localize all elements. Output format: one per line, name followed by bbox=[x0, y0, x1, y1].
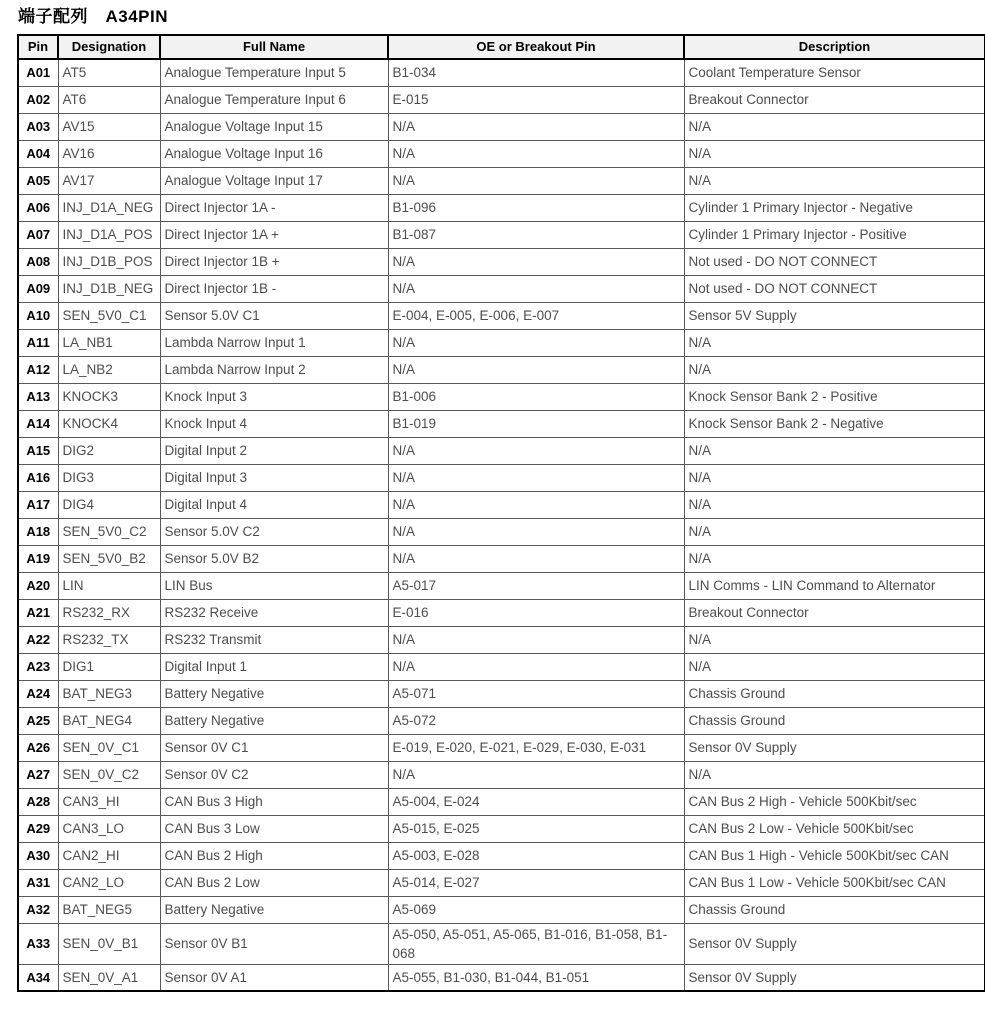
cell-oe-breakout: E-016 bbox=[388, 599, 684, 626]
table-row bbox=[18, 275, 985, 302]
cell-designation: BAT_NEG5 bbox=[58, 896, 160, 923]
cell-full-name: Digital Input 3 bbox=[160, 464, 388, 491]
cell-pin: A23 bbox=[18, 653, 58, 680]
cell-full-name: CAN Bus 2 Low bbox=[160, 869, 388, 896]
cell-pin: A15 bbox=[18, 437, 58, 464]
cell-designation: DIG2 bbox=[58, 437, 160, 464]
table-row bbox=[18, 410, 985, 437]
cell-description: N/A bbox=[684, 356, 985, 383]
table-row bbox=[18, 626, 985, 653]
table-row bbox=[18, 59, 985, 86]
cell-description: CAN Bus 2 Low - Vehicle 500Kbit/sec bbox=[684, 815, 985, 842]
cell-oe-breakout: E-004, E-005, E-006, E-007 bbox=[388, 302, 684, 329]
cell-designation: KNOCK4 bbox=[58, 410, 160, 437]
cell-full-name: Direct Injector 1A + bbox=[160, 221, 388, 248]
cell-oe-breakout: N/A bbox=[388, 356, 684, 383]
cell-full-name: Sensor 0V A1 bbox=[160, 964, 388, 991]
cell-designation: SEN_5V0_C2 bbox=[58, 518, 160, 545]
table-row bbox=[18, 923, 985, 964]
table-row bbox=[18, 356, 985, 383]
cell-description: Breakout Connector bbox=[684, 86, 985, 113]
cell-designation: BAT_NEG3 bbox=[58, 680, 160, 707]
table-row bbox=[18, 842, 985, 869]
cell-pin: A21 bbox=[18, 599, 58, 626]
table-row bbox=[18, 653, 985, 680]
cell-description: N/A bbox=[684, 464, 985, 491]
page-title: 端子配列 A34PIN bbox=[18, 7, 169, 26]
cell-oe-breakout: N/A bbox=[388, 329, 684, 356]
table-row bbox=[18, 329, 985, 356]
column-header-pin: Pin bbox=[18, 35, 58, 59]
cell-description: LIN Comms - LIN Command to Alternator bbox=[684, 572, 985, 599]
cell-oe-breakout: N/A bbox=[388, 545, 684, 572]
cell-pin: A05 bbox=[18, 167, 58, 194]
table-row bbox=[18, 383, 985, 410]
cell-designation: KNOCK3 bbox=[58, 383, 160, 410]
cell-pin: A01 bbox=[18, 59, 58, 86]
cell-full-name: Sensor 5.0V B2 bbox=[160, 545, 388, 572]
cell-oe-breakout: A5-017 bbox=[388, 572, 684, 599]
cell-full-name: Battery Negative bbox=[160, 707, 388, 734]
table-row bbox=[18, 545, 985, 572]
cell-pin: A06 bbox=[18, 194, 58, 221]
cell-full-name: Sensor 5.0V C1 bbox=[160, 302, 388, 329]
cell-oe-breakout: A5-055, B1-030, B1-044, B1-051 bbox=[388, 964, 684, 991]
cell-description: Sensor 0V Supply bbox=[684, 923, 985, 964]
cell-designation: AV17 bbox=[58, 167, 160, 194]
table-body bbox=[18, 59, 985, 991]
cell-designation: INJ_D1B_NEG bbox=[58, 275, 160, 302]
cell-description: N/A bbox=[684, 167, 985, 194]
cell-description: Knock Sensor Bank 2 - Positive bbox=[684, 383, 985, 410]
cell-pin: A31 bbox=[18, 869, 58, 896]
cell-full-name: Analogue Voltage Input 17 bbox=[160, 167, 388, 194]
cell-full-name: Battery Negative bbox=[160, 680, 388, 707]
cell-designation: AV16 bbox=[58, 140, 160, 167]
cell-description: N/A bbox=[684, 653, 985, 680]
cell-full-name: RS232 Receive bbox=[160, 599, 388, 626]
cell-pin: A26 bbox=[18, 734, 58, 761]
column-header-designation: Designation bbox=[58, 35, 160, 59]
cell-description: Breakout Connector bbox=[684, 599, 985, 626]
cell-full-name: Direct Injector 1B + bbox=[160, 248, 388, 275]
column-header-description: Description bbox=[684, 35, 985, 59]
cell-designation: SEN_0V_C2 bbox=[58, 761, 160, 788]
cell-designation: CAN3_HI bbox=[58, 788, 160, 815]
cell-pin: A19 bbox=[18, 545, 58, 572]
cell-full-name: Sensor 5.0V C2 bbox=[160, 518, 388, 545]
cell-oe-breakout: N/A bbox=[388, 518, 684, 545]
table-row bbox=[18, 86, 985, 113]
cell-full-name: Analogue Temperature Input 6 bbox=[160, 86, 388, 113]
cell-designation: CAN2_HI bbox=[58, 842, 160, 869]
cell-description: N/A bbox=[684, 437, 985, 464]
cell-pin: A32 bbox=[18, 896, 58, 923]
cell-pin: A30 bbox=[18, 842, 58, 869]
cell-oe-breakout: A5-014, E-027 bbox=[388, 869, 684, 896]
cell-full-name: Direct Injector 1A - bbox=[160, 194, 388, 221]
cell-full-name: Digital Input 1 bbox=[160, 653, 388, 680]
cell-full-name: Direct Injector 1B - bbox=[160, 275, 388, 302]
cell-designation: SEN_5V0_C1 bbox=[58, 302, 160, 329]
table-row bbox=[18, 221, 985, 248]
cell-pin: A28 bbox=[18, 788, 58, 815]
cell-oe-breakout: N/A bbox=[388, 275, 684, 302]
cell-pin: A16 bbox=[18, 464, 58, 491]
cell-description: N/A bbox=[684, 491, 985, 518]
cell-pin: A07 bbox=[18, 221, 58, 248]
table-row bbox=[18, 680, 985, 707]
cell-pin: A11 bbox=[18, 329, 58, 356]
cell-description: N/A bbox=[684, 761, 985, 788]
column-header-full-name: Full Name bbox=[160, 35, 388, 59]
cell-designation: RS232_RX bbox=[58, 599, 160, 626]
table-row bbox=[18, 964, 985, 991]
table-row bbox=[18, 194, 985, 221]
cell-full-name: Lambda Narrow Input 1 bbox=[160, 329, 388, 356]
cell-designation: DIG1 bbox=[58, 653, 160, 680]
cell-pin: A29 bbox=[18, 815, 58, 842]
table-row bbox=[18, 707, 985, 734]
cell-full-name: Knock Input 3 bbox=[160, 383, 388, 410]
cell-pin: A03 bbox=[18, 113, 58, 140]
cell-description: Cylinder 1 Primary Injector - Negative bbox=[684, 194, 985, 221]
cell-designation: INJ_D1A_POS bbox=[58, 221, 160, 248]
cell-full-name: CAN Bus 3 Low bbox=[160, 815, 388, 842]
cell-oe-breakout: A5-050, A5-051, A5-065, B1-016, B1-058, B1-068 bbox=[388, 923, 684, 964]
cell-designation: BAT_NEG4 bbox=[58, 707, 160, 734]
table-row bbox=[18, 572, 985, 599]
cell-designation: INJ_D1B_POS bbox=[58, 248, 160, 275]
cell-full-name: Lambda Narrow Input 2 bbox=[160, 356, 388, 383]
cell-pin: A09 bbox=[18, 275, 58, 302]
cell-oe-breakout: N/A bbox=[388, 113, 684, 140]
pin-assignment-table bbox=[17, 34, 985, 992]
cell-description: Coolant Temperature Sensor bbox=[684, 59, 985, 86]
cell-full-name: Digital Input 4 bbox=[160, 491, 388, 518]
cell-description: Chassis Ground bbox=[684, 680, 985, 707]
cell-designation: LA_NB1 bbox=[58, 329, 160, 356]
cell-oe-breakout: A5-072 bbox=[388, 707, 684, 734]
table-row bbox=[18, 734, 985, 761]
table-row bbox=[18, 167, 985, 194]
table-row bbox=[18, 869, 985, 896]
cell-pin: A22 bbox=[18, 626, 58, 653]
cell-designation: SEN_5V0_B2 bbox=[58, 545, 160, 572]
cell-oe-breakout: N/A bbox=[388, 653, 684, 680]
table-row bbox=[18, 113, 985, 140]
cell-description: Chassis Ground bbox=[684, 896, 985, 923]
cell-oe-breakout: B1-019 bbox=[388, 410, 684, 437]
cell-pin: A12 bbox=[18, 356, 58, 383]
table-row bbox=[18, 437, 985, 464]
table-row bbox=[18, 815, 985, 842]
cell-designation: SEN_0V_A1 bbox=[58, 964, 160, 991]
cell-oe-breakout: B1-096 bbox=[388, 194, 684, 221]
table-row bbox=[18, 896, 985, 923]
cell-pin: A27 bbox=[18, 761, 58, 788]
cell-full-name: Digital Input 2 bbox=[160, 437, 388, 464]
cell-oe-breakout: A5-069 bbox=[388, 896, 684, 923]
cell-oe-breakout: B1-087 bbox=[388, 221, 684, 248]
cell-oe-breakout: N/A bbox=[388, 248, 684, 275]
cell-description: N/A bbox=[684, 545, 985, 572]
cell-full-name: Analogue Voltage Input 15 bbox=[160, 113, 388, 140]
cell-full-name: Analogue Voltage Input 16 bbox=[160, 140, 388, 167]
cell-description: N/A bbox=[684, 329, 985, 356]
cell-pin: A34 bbox=[18, 964, 58, 991]
cell-oe-breakout: A5-004, E-024 bbox=[388, 788, 684, 815]
cell-designation: LA_NB2 bbox=[58, 356, 160, 383]
cell-pin: A24 bbox=[18, 680, 58, 707]
table-row bbox=[18, 761, 985, 788]
cell-pin: A08 bbox=[18, 248, 58, 275]
cell-description: CAN Bus 1 High - Vehicle 500Kbit/sec CAN bbox=[684, 842, 985, 869]
cell-pin: A18 bbox=[18, 518, 58, 545]
cell-full-name: Sensor 0V C1 bbox=[160, 734, 388, 761]
table-row bbox=[18, 140, 985, 167]
cell-full-name: CAN Bus 2 High bbox=[160, 842, 388, 869]
cell-description: N/A bbox=[684, 518, 985, 545]
cell-description: Not used - DO NOT CONNECT bbox=[684, 275, 985, 302]
cell-designation: LIN bbox=[58, 572, 160, 599]
cell-designation: CAN2_LO bbox=[58, 869, 160, 896]
cell-description: CAN Bus 1 Low - Vehicle 500Kbit/sec CAN bbox=[684, 869, 985, 896]
cell-pin: A33 bbox=[18, 923, 58, 964]
cell-full-name: Sensor 0V C2 bbox=[160, 761, 388, 788]
cell-designation: SEN_0V_C1 bbox=[58, 734, 160, 761]
cell-pin: A02 bbox=[18, 86, 58, 113]
cell-pin: A25 bbox=[18, 707, 58, 734]
cell-full-name: Battery Negative bbox=[160, 896, 388, 923]
cell-oe-breakout: A5-015, E-025 bbox=[388, 815, 684, 842]
column-header-oe-breakout: OE or Breakout Pin bbox=[388, 35, 684, 59]
cell-description: Knock Sensor Bank 2 - Negative bbox=[684, 410, 985, 437]
table-row bbox=[18, 788, 985, 815]
cell-pin: A13 bbox=[18, 383, 58, 410]
cell-description: Chassis Ground bbox=[684, 707, 985, 734]
cell-oe-breakout: B1-006 bbox=[388, 383, 684, 410]
cell-oe-breakout: N/A bbox=[388, 437, 684, 464]
cell-designation: INJ_D1A_NEG bbox=[58, 194, 160, 221]
cell-designation: AT6 bbox=[58, 86, 160, 113]
cell-pin: A14 bbox=[18, 410, 58, 437]
table-header-row bbox=[18, 35, 985, 59]
cell-description: Sensor 0V Supply bbox=[684, 964, 985, 991]
cell-oe-breakout: N/A bbox=[388, 761, 684, 788]
cell-designation: CAN3_LO bbox=[58, 815, 160, 842]
cell-oe-breakout: N/A bbox=[388, 491, 684, 518]
cell-description: Cylinder 1 Primary Injector - Positive bbox=[684, 221, 985, 248]
cell-description: N/A bbox=[684, 626, 985, 653]
cell-oe-breakout: N/A bbox=[388, 464, 684, 491]
cell-designation: DIG4 bbox=[58, 491, 160, 518]
cell-pin: A20 bbox=[18, 572, 58, 599]
cell-description: N/A bbox=[684, 140, 985, 167]
cell-full-name: Knock Input 4 bbox=[160, 410, 388, 437]
cell-oe-breakout: N/A bbox=[388, 167, 684, 194]
cell-designation: AT5 bbox=[58, 59, 160, 86]
cell-designation: SEN_0V_B1 bbox=[58, 923, 160, 964]
cell-oe-breakout: N/A bbox=[388, 140, 684, 167]
table-row bbox=[18, 518, 985, 545]
cell-description: CAN Bus 2 High - Vehicle 500Kbit/sec bbox=[684, 788, 985, 815]
cell-designation: RS232_TX bbox=[58, 626, 160, 653]
table-row bbox=[18, 599, 985, 626]
table-row bbox=[18, 464, 985, 491]
cell-oe-breakout: B1-034 bbox=[388, 59, 684, 86]
cell-description: N/A bbox=[684, 113, 985, 140]
cell-description: Not used - DO NOT CONNECT bbox=[684, 248, 985, 275]
table-row bbox=[18, 491, 985, 518]
cell-full-name: Sensor 0V B1 bbox=[160, 923, 388, 964]
cell-full-name: RS232 Transmit bbox=[160, 626, 388, 653]
cell-pin: A10 bbox=[18, 302, 58, 329]
table-row bbox=[18, 248, 985, 275]
cell-oe-breakout: E-015 bbox=[388, 86, 684, 113]
cell-full-name: CAN Bus 3 High bbox=[160, 788, 388, 815]
cell-oe-breakout: A5-071 bbox=[388, 680, 684, 707]
cell-pin: A17 bbox=[18, 491, 58, 518]
cell-oe-breakout: E-019, E-020, E-021, E-029, E-030, E-031 bbox=[388, 734, 684, 761]
cell-designation: DIG3 bbox=[58, 464, 160, 491]
cell-description: Sensor 0V Supply bbox=[684, 734, 985, 761]
cell-designation: AV15 bbox=[58, 113, 160, 140]
cell-pin: A04 bbox=[18, 140, 58, 167]
cell-full-name: Analogue Temperature Input 5 bbox=[160, 59, 388, 86]
table-row bbox=[18, 302, 985, 329]
cell-oe-breakout: N/A bbox=[388, 626, 684, 653]
cell-oe-breakout: A5-003, E-028 bbox=[388, 842, 684, 869]
cell-full-name: LIN Bus bbox=[160, 572, 388, 599]
cell-description: Sensor 5V Supply bbox=[684, 302, 985, 329]
